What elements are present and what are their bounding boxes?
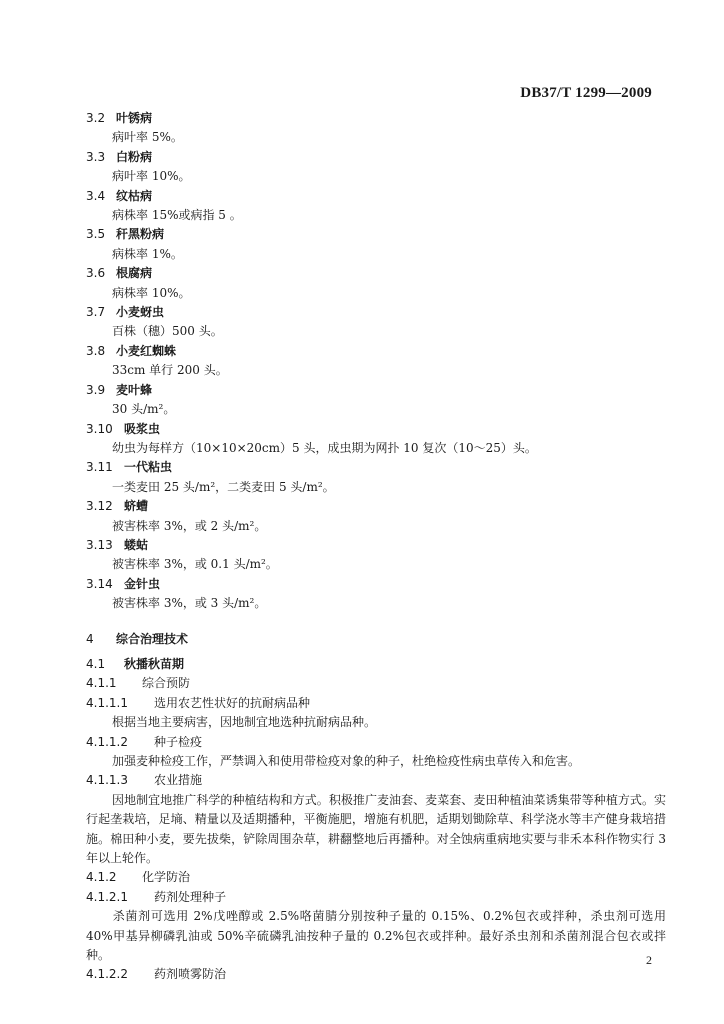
threshold-text: 病株率 15%或病指 5 。 <box>112 208 242 223</box>
section-title: 根腐病 <box>116 266 153 281</box>
section-4-1-2-2-heading <box>86 965 666 984</box>
paragraph-text: 杀菌剂可选用 2%戊唑醇或 2.5%咯菌腈分别按种子量的 0.15%、0.2%包衣或拌种，杀虫剂可选用 40%甲基异柳磷乳油或 50%辛硫磷乳油按种子量的 0.2%包衣或拌种。最好杀虫剂和杀菌剂混合包衣或拌种。 <box>86 909 666 963</box>
threshold-heading <box>86 187 666 206</box>
section-number: 3.7 <box>86 305 106 320</box>
section-number: 3.12 <box>86 499 113 514</box>
section-number: 3.5 <box>86 227 106 242</box>
section-title: 叶锈病 <box>116 111 153 125</box>
spacer <box>86 614 666 630</box>
section-number: 4.1.1.2 <box>86 734 128 749</box>
threshold-text: 病株率 1%。 <box>112 246 183 261</box>
section-number: 4.1.2.2 <box>86 967 128 982</box>
section-title: 金针虫 <box>124 576 161 591</box>
section-4-1-1-3-heading <box>86 771 666 790</box>
document-code: DB37/T 1299—2009 <box>520 85 652 101</box>
section-title: 秆黑粉病 <box>116 227 165 242</box>
threshold-heading <box>86 225 666 244</box>
section-number: 3.10 <box>86 421 113 436</box>
threshold-heading <box>86 420 666 439</box>
section-4-1-1-heading <box>86 674 666 693</box>
threshold-text: 被害株率 3%，或 3 头/m²。 <box>112 596 267 611</box>
threshold-text: 幼虫为每样方（10×10×20cm）5 头，成虫期为网扑 10 复次（10～25）头。 <box>112 440 537 455</box>
paragraph-text: 因地制宜地推广科学的种植结构和方式。积极推广麦油套、麦菜套、麦田种植油菜诱集带等种植方式。实行起垄栽培，足墒、精量以及适期播种，平衡施肥，增施有机肥，适期划锄除草、科学浇水等丰产健身栽培措施。棉田种小麦，要先拔柴，铲除周围杂草，耕翻整地后再播种。对全蚀病重病地实要与非禾本科作物实行 3 年以上轮作。 <box>86 792 666 866</box>
section-title: 药剂喷雾防治 <box>154 967 227 982</box>
section-title: 蛴螬 <box>124 499 149 514</box>
section-number: 4 <box>86 631 94 646</box>
threshold-heading <box>86 497 666 516</box>
threshold-text: 被害株率 3%，或 0.1 头/m²。 <box>112 557 278 572</box>
threshold-heading <box>86 458 666 477</box>
section-title: 化学防治 <box>142 870 191 885</box>
section-4-1-1-2-text: 加强麦种检疫工作，严禁调入和使用带检疫对象的种子，杜绝检疫性病虫草传入和危害。 <box>112 754 581 768</box>
section-title: 综合治理技术 <box>116 631 189 646</box>
section-number: 4.1.1.3 <box>86 773 128 788</box>
threshold-heading <box>86 303 666 322</box>
section-title: 麦叶蜂 <box>116 382 153 397</box>
section-title: 吸浆虫 <box>124 421 161 436</box>
section-title: 秋播秋苗期 <box>124 656 185 671</box>
section-number: 4.1.1.1 <box>86 695 128 710</box>
section-title: 小麦红蜘蛛 <box>116 343 177 358</box>
section-title: 纹枯病 <box>116 188 153 203</box>
threshold-list <box>86 109 666 614</box>
section-title: 种子检疫 <box>154 734 203 749</box>
section-number: 3.11 <box>86 460 113 475</box>
threshold-heading <box>86 381 666 400</box>
section-4-1-1-1-heading <box>86 694 666 713</box>
section-number: 3.8 <box>86 343 106 358</box>
section-title: 选用农艺性状好的抗耐病品种 <box>154 695 311 710</box>
threshold-heading <box>86 148 666 167</box>
threshold-text: 一类麦田 25 头/m²，二类麦田 5 头/m²。 <box>112 479 335 494</box>
section-number: 3.2 <box>86 111 106 125</box>
section-number: 3.4 <box>86 188 106 203</box>
page-body <box>86 109 666 985</box>
section-title: 药剂处理种子 <box>154 889 227 904</box>
section-number: 4.1.1 <box>86 676 117 691</box>
section-4-1-1-3-text <box>86 791 666 869</box>
page-number: 2 <box>646 953 652 967</box>
section-number: 4.1.2.1 <box>86 889 128 904</box>
threshold-heading <box>86 342 666 361</box>
section-title: 农业措施 <box>154 773 203 788</box>
section-4-1-1-1-text: 根据当地主要病害，因地制宜地选种抗耐病品种。 <box>112 715 377 730</box>
section-title: 白粉病 <box>116 149 153 164</box>
section-number: 4.1 <box>86 656 106 671</box>
threshold-text: 病株率 10%。 <box>112 285 191 300</box>
section-number: 3.14 <box>86 576 113 591</box>
threshold-heading <box>86 264 666 283</box>
section-title: 综合预防 <box>142 676 191 691</box>
section-4-1-2-1-text <box>86 907 666 965</box>
section-4-heading <box>86 630 666 649</box>
section-title: 蝼蛄 <box>124 537 149 552</box>
threshold-text: 病叶率 10%。 <box>112 169 191 184</box>
section-4-1-heading <box>86 655 666 674</box>
section-number: 3.9 <box>86 382 106 397</box>
threshold-heading <box>86 109 666 128</box>
section-4-1-2-heading <box>86 868 666 887</box>
threshold-text: 30 头/m²。 <box>112 402 176 417</box>
section-title: 一代粘虫 <box>124 460 173 475</box>
threshold-heading <box>86 536 666 555</box>
section-number: 3.13 <box>86 537 113 552</box>
threshold-text: 病叶率 5%。 <box>112 130 183 145</box>
section-title: 小麦蚜虫 <box>116 305 165 320</box>
threshold-heading <box>86 575 666 594</box>
section-number: 3.6 <box>86 266 106 281</box>
section-number: 3.3 <box>86 149 106 164</box>
section-4-1-2-1-heading <box>86 888 666 907</box>
section-number: 4.1.2 <box>86 870 117 885</box>
section-4-1-1-2-heading <box>86 733 666 752</box>
threshold-text: 百株（穗）500 头。 <box>112 324 223 339</box>
threshold-text: 33cm 单行 200 头。 <box>112 363 228 378</box>
threshold-text: 被害株率 3%，或 2 头/m²。 <box>112 518 267 533</box>
